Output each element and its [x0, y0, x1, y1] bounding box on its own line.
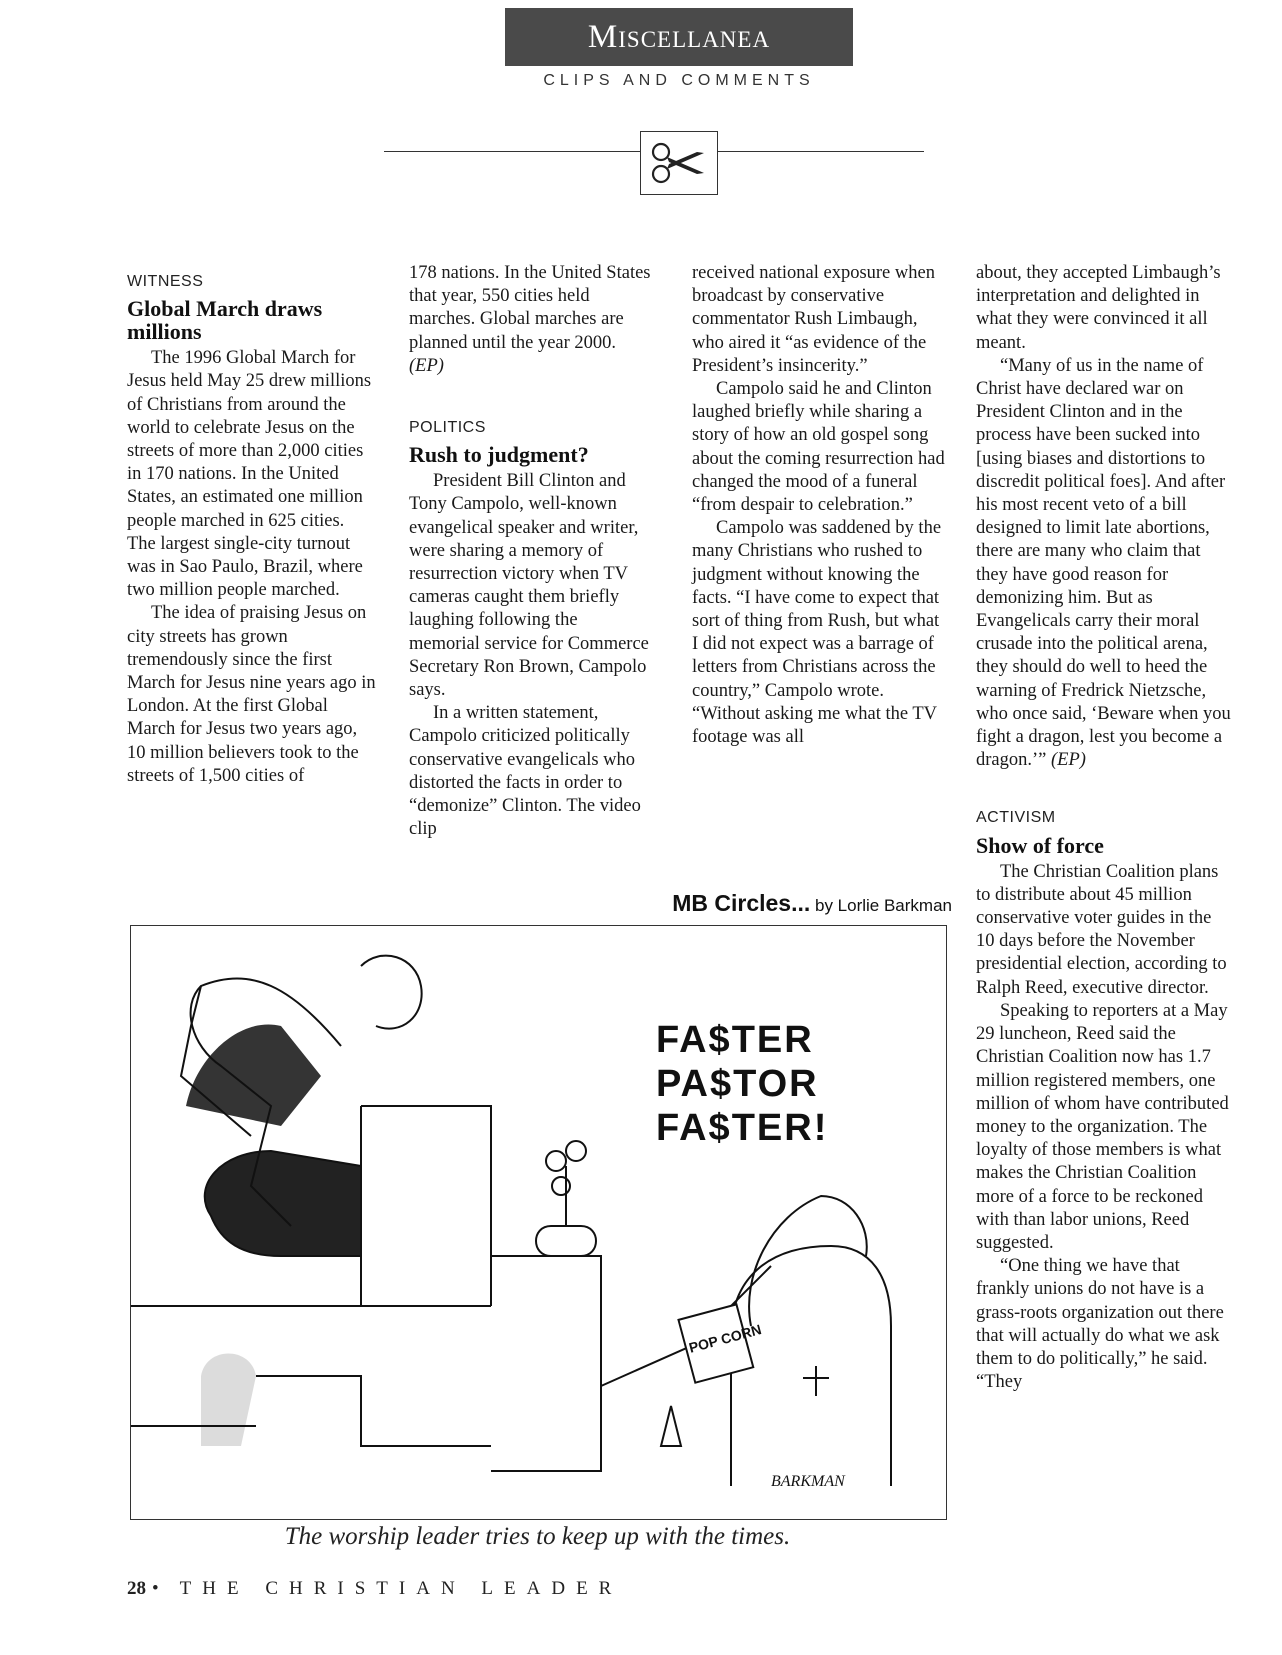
page-footer [127, 1578, 622, 1600]
cartoon-drawing [131, 926, 946, 1519]
witness-paragraph: The 1996 Global March for Jesus held May 25 drew millions of Christians from around the world to celebrate Jesus on the streets of more than 2,000 cities in 170 nations. In the United States, an estimated one million people marched in 625 cities. The largest single-city turnout was in Sao Paulo, Brazil, where two million people marched. [127, 348, 372, 601]
column-4 [976, 262, 1231, 1394]
publication-name: THE CHRISTIAN LEADER [179, 1578, 623, 1599]
page-number: 28 [127, 1578, 146, 1599]
witness-source: (EP) [409, 355, 444, 376]
politics-paragraph: received national exposure when broadcast by conservative commentator Rush Limbaugh, who aired it “as evidence of the President’s insincerity.” [692, 263, 935, 376]
cartoon-series-title: MB Circles... [672, 890, 811, 916]
politics-headline: Rush to judgment? [409, 442, 589, 468]
cartoon-byline: by Lorlie Barkman [814, 896, 952, 915]
popcorn-label: POP CORN [687, 1321, 764, 1356]
cartoon-signature: BARKMAN [771, 1473, 845, 1490]
politics-paragraph: Campolo was saddened by the many Christians who rushed to judgment without knowing the facts. “I have come to expect that sort of thing from Rush, but what I did not expect was a barrage of letters from Christians across the country,” Campolo wrote. “Without asking me what the TV footage was all [692, 518, 942, 748]
speech-balloon-text [656, 1018, 828, 1150]
politics-paragraph: President Bill Clinton and Tony Campolo, well-known evangelical speaker and writer, were sharing a memory of resurrection victory when TV cameras caught them briefly laughing following the memorial service for Commerce Secretary Ron Brown, Campolo says. [409, 471, 649, 701]
cartoon-caption: The worship leader tries to keep up with the times. [284, 1523, 791, 1550]
header-rule-right [716, 151, 924, 152]
section-banner [505, 8, 853, 66]
activism-headline: Show of force [976, 832, 1104, 858]
section-subtitle: CLIPS AND COMMENTS [543, 72, 815, 89]
politics-kicker: POLITICS [409, 419, 486, 437]
scissors-icon [649, 140, 709, 186]
politics-paragraph-final: “Many of us in the name of Christ have declared war on President Clinton and in the process have been sucked into [using biases and distortions to discredit political foes]. And after his most recent veto of a bill designed to limit late abortions, there are many who claim that they have good reason for demonizing him. But as Evangelicals carry their moral crusade into the political arena, they should do well to heed the warning of Fredrick Nietzsche, who once said, ‘Beware when you fight a dragon, lest you become a dragon.’” (EP) [976, 355, 1231, 771]
column-2 [409, 262, 653, 841]
cartoon-frame [130, 925, 947, 1520]
column-3 [692, 262, 948, 749]
witness-kicker: WITNESS [127, 273, 204, 290]
activism-paragraph: Speaking to reporters at a May 29 luncheon, Reed said the Christian Coalition now has 1.7 million registered members, one million of whom have contributed money to the organization. The loyalty of those members is what makes the Christian Coalition more of a force to be reckoned with than labor unions, Reed suggested. [976, 1000, 1229, 1253]
witness-headline: Global March draws millions [127, 296, 323, 345]
politics-paragraph: Campolo said he and Clinton laughed briefly while sharing a story of how an old gospel song about the coming resurrection had changed the mood of a funeral “from despair to celebration.” [692, 379, 945, 516]
cartoon-credit [672, 890, 952, 917]
activism-kicker: ACTIVISM [976, 809, 1056, 827]
speech-line: PA$TOR [656, 1063, 819, 1105]
header-rule-left [384, 151, 640, 152]
speech-line: FA$TER! [656, 1107, 829, 1149]
speech-line: FA$TER [656, 1019, 814, 1061]
scissors-icon-box [640, 131, 718, 195]
activism-paragraph: “One thing we have that frankly unions do not have is a grass-roots organization out there that will actually do what we ask them to do politically,” he said. “They [976, 1256, 1224, 1393]
politics-source: (EP) [1051, 750, 1086, 771]
section-title: Miscellanea [587, 18, 771, 55]
politics-paragraph: In a written statement, Campolo criticized politically conservative evangelicals who distorted the facts in order to “demonize” Clinton. The video clip [409, 703, 641, 840]
footer-separator: • [152, 1578, 170, 1599]
witness-paragraph: The idea of praising Jesus on city streets has grown tremendously since the first March for Jesus nine years ago in London. At the first Global March for Jesus two years ago, 10 million believers took to the streets of 1,500 cities of [127, 603, 376, 786]
politics-paragraph: about, they accepted Limbaugh’s interpretation and delighted in what they were convinced it all meant. [976, 263, 1221, 353]
column-1 [127, 270, 377, 788]
witness-paragraph-continued: 178 nations. In the United States that year, 550 cities held marches. Global marches are planned until the year 2000. (EP) [409, 263, 651, 376]
activism-paragraph: The Christian Coalition plans to distribute about 45 million conservative voter guides in the 10 days before the November presidential election, according to Ralph Reed, executive director. [976, 861, 1227, 998]
